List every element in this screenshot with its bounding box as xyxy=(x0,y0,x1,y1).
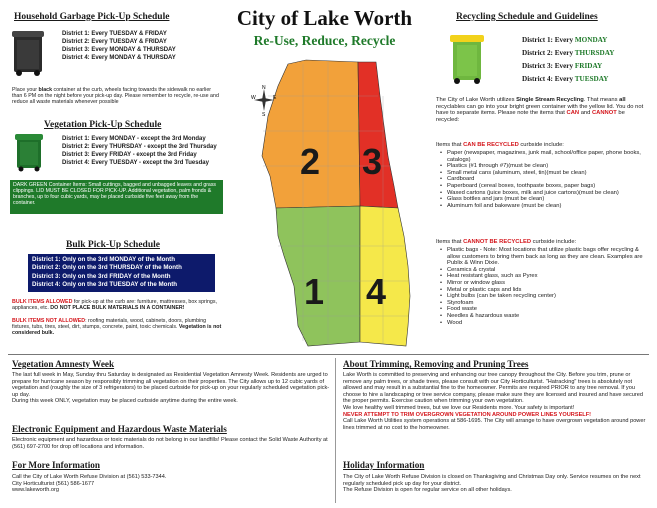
vegetation-district-1: District 1: Every MONDAY - except the 3rd Monday xyxy=(62,136,206,142)
black-garbage-bin-icon xyxy=(10,28,46,76)
svg-text:E: E xyxy=(273,95,277,101)
amnesty-heading: Vegetation Amnesty Week xyxy=(12,359,115,369)
district-3-label: 3 xyxy=(362,141,383,182)
list-item: • Light bulbs (can be taken recycling center) xyxy=(440,293,646,300)
svg-text:S: S xyxy=(262,112,266,116)
cannot-recycle-list xyxy=(440,247,646,326)
vegetation-district-3: District 3: Every FRIDAY - except the 3rd Friday xyxy=(62,152,197,158)
recycling-district-1: District 1: Every MONDAY xyxy=(522,36,608,44)
compass-rose-icon xyxy=(251,84,277,116)
list-item: • Paperboard (cereal boxes, toothpaste boxes, paper bags) xyxy=(440,183,646,190)
bulk-district-1: District 1: Only on the 3rd MONDAY of the Month xyxy=(32,256,176,263)
vegetation-district-4: District 4: Every TUESDAY - except the 3rd Tuesday xyxy=(62,160,209,166)
recycling-district-2: District 2: Every THURSDAY xyxy=(522,49,615,57)
can-recycle-heading: Items that CAN BE RECYCLED curbside include: xyxy=(436,142,564,148)
recycling-district-4: District 4: Every TUESDAY xyxy=(522,75,609,83)
bulk-heading: Bulk Pick-Up Schedule xyxy=(66,240,160,250)
green-vegetation-bin-icon xyxy=(14,132,44,172)
info-heading: For More Information xyxy=(12,460,100,470)
vegetation-districts xyxy=(62,135,227,167)
recycling-intro: The City of Lake Worth utilizes Single Stream Recycling. That means all recyclables can go into your bright green container with the yellow lid. You do not have to separate items. Please note the items that CAN and CANNOT be recycled: xyxy=(436,97,644,123)
recycling-districts xyxy=(522,34,652,86)
vegetation-district-2: District 2: Every THURSDAY - except the 3rd Thursday xyxy=(62,144,217,150)
garbage-district-4: District 4: Every MONDAY & THURSDAY xyxy=(62,55,176,61)
district-3-zone xyxy=(358,62,398,208)
electronic-heading: Electronic Equipment and Hazardous Waste Materials xyxy=(12,424,227,434)
vegetation-note-box: DARK GREEN Container Items: Small cuttings, bagged and unbagged leaves and grass clippings. LID MUST BE CLOSED FOR PICK-UP. Additional vegetation, palm fronds & branches, up to four cubic yards, may be placed curbside five feet away from the container. xyxy=(10,180,223,214)
list-item: • Paper (newspaper, magazines, junk mail, school/office paper, phone books, catalogs) xyxy=(440,150,646,163)
list-item: • Small metal cans (aluminum, steel, tin)(must be clean) xyxy=(440,170,646,177)
list-item: • Wood xyxy=(440,320,646,327)
svg-text:N: N xyxy=(262,85,266,91)
trimming-text: Lake Worth is committed to preserving and enhancing our tree canopy throughout the City. Before you trim, prune or remove any palm trees, or shade trees, please consult with our City Horticulturist. "Hatracking" trees is absolutely not allowed and may result in a substantial fine to the homeowner. Permits are required PRIOR to any tree removal. If you choose to hire a landscaping or tree service company, please make sure they are licensed and insured and have secured the proper permits. Exercise caution when trimming your own vegetation. We love healthy well trimmed trees, but we love our Residents more. Your safety is important! NEVER ATTEMPT TO TRIM OVERGROWN VEGETATION AROUND POWER LINES YOURSELF! Call Lake Worth Utilities system operations at 586-1695. The City will arrange to have overgrown vegetation around power lines trimmed at no cost to the homeowner. xyxy=(343,372,649,431)
bulk-not-allowed-note: BULK ITEMS NOT ALLOWED: roofing materials, wood, cabinets, doors, plumbing fixtures, tubs, tires, steel, dirt, stumps, concrete, paint, toxic chemicals. Vegetation is not considered bulk. xyxy=(12,318,222,337)
page-subtitle: Re-Use, Reduce, Recycle xyxy=(253,33,396,48)
info-text: Call the City of Lake Worth Refuse Division at (561) 533-7344. City Horticulturist (561) 586-1677 www.lakeworth.org xyxy=(12,474,330,494)
list-item: • Mirror or window glass xyxy=(440,280,646,287)
recycling-bin-icon xyxy=(448,30,486,86)
district-2-zone xyxy=(262,60,360,208)
holiday-text: The City of Lake Worth Refuse Division is closed on Thanksgiving and Christmas Day only. Service resumes on the next regularly scheduled pick up day for your district. The Refuse Division is open for regular service on all other holidays. xyxy=(343,474,641,494)
garbage-district-2: District 2: Every TUESDAY & FRIDAY xyxy=(62,39,167,45)
list-item: • Ceramics & crystal xyxy=(440,267,646,274)
vegetation-heading: Vegetation Pick-Up Schedule xyxy=(44,120,162,130)
can-recycle-list xyxy=(440,150,646,209)
garbage-districts xyxy=(62,30,212,62)
recycling-heading: Recycling Schedule and Guidelines xyxy=(456,12,598,22)
list-item: • Styrofoam xyxy=(440,300,646,307)
recycling-district-3: District 3: Every FRIDAY xyxy=(522,62,603,70)
list-item: • Heat resistant glass, such as Pyrex xyxy=(440,273,646,280)
amnesty-text: The last full week in May, Sunday thru Saturday is designated as Residential Vegetation Amnesty Week. Residents are urged to prepare for hurricane season by responsibly trimming all vegetation on their properties. The City allows up to 12 cubic yards of vegetation and (roughly the size of 3 refrigerators) to be placed curbside for pick-up on your regularly scheduled vegetation pick-up day. During this week ONLY, vegetation may be placed curbside anytime during the entire week. xyxy=(12,372,330,405)
bulk-district-4: District 4: Only on the 3rd TUESDAY of the Month xyxy=(32,280,178,288)
svg-text:W: W xyxy=(251,95,256,101)
horizontal-divider xyxy=(8,354,649,355)
district-1-label: 1 xyxy=(304,271,325,312)
bulk-district-3: District 3: Only on the 3rd FRIDAY of the Month xyxy=(32,272,171,280)
page-title: City of Lake Worth xyxy=(236,6,413,30)
list-item: • Waxed cartons (juice boxes, milk and juice cartons)(must be clean) xyxy=(440,190,646,197)
district-4-label: 4 xyxy=(366,271,387,312)
holiday-heading: Holiday Information xyxy=(343,460,425,470)
vertical-divider xyxy=(335,358,336,503)
list-item: • Plastic bags - Note: Most locations that utilize plastic bags offer recycling & allow customers to bring them back as long as they are clean. Examples are Publix & Winn Dixie. xyxy=(440,247,646,267)
bulk-districts-box xyxy=(28,254,215,292)
garbage-district-3: District 3: Every MONDAY & THURSDAY xyxy=(62,47,176,53)
bulk-district-2: District 2: Only on the 3rd THURSDAY of the Month xyxy=(32,264,182,272)
list-item: • Cardboard xyxy=(440,176,646,183)
cannot-recycle-heading: Items that CANNOT BE RECYCLED curbside include: xyxy=(436,239,577,245)
garbage-heading: Household Garbage Pick-Up Schedule xyxy=(14,12,170,22)
trimming-heading: About Trimming, Removing and Pruning Trees xyxy=(343,359,529,369)
garbage-note: Place your black container at the curb, wheels facing towards the sidewalk no earlier than 6 PM on the night before your pick-up day. Please remember to recycle, re-use and reduce all waste materials whenever possible xyxy=(12,87,219,106)
list-item: • Metal or plastic caps and lids xyxy=(440,287,646,294)
list-item: • Food waste xyxy=(440,306,646,313)
bulk-allowed-note: BULK ITEMS ALLOWED for pick-up at the curb are: furniture, mattresses, box springs, appliances, etc. DO NOT PLACE BULK MATERIALS IN A CONTAINER! xyxy=(12,299,217,312)
electronic-text: Electronic equipment and hazardous or toxic materials do not belong in our landfills! Please contact the Solid Waste Authority at (561) 697-2700 for drop off locations and information. xyxy=(12,437,328,450)
garbage-district-1: District 1: Every TUESDAY & FRIDAY xyxy=(62,31,167,37)
website-link[interactable]: www.lakeworth.org xyxy=(12,487,59,494)
list-item: • Aluminum foil and bakeware (must be clean) xyxy=(440,203,646,210)
power-lines-warning: NEVER ATTEMPT TO TRIM OVERGROWN VEGETATION AROUND POWER LINES YOURSELF! xyxy=(343,411,591,418)
list-item: • Plastics (#1 through #7)(must be clean) xyxy=(440,163,646,170)
district-2-label: 2 xyxy=(300,141,321,182)
list-item: • Needles & hazardous waste xyxy=(440,313,646,320)
list-item: • Glass bottles and jars (must be clean) xyxy=(440,196,646,203)
